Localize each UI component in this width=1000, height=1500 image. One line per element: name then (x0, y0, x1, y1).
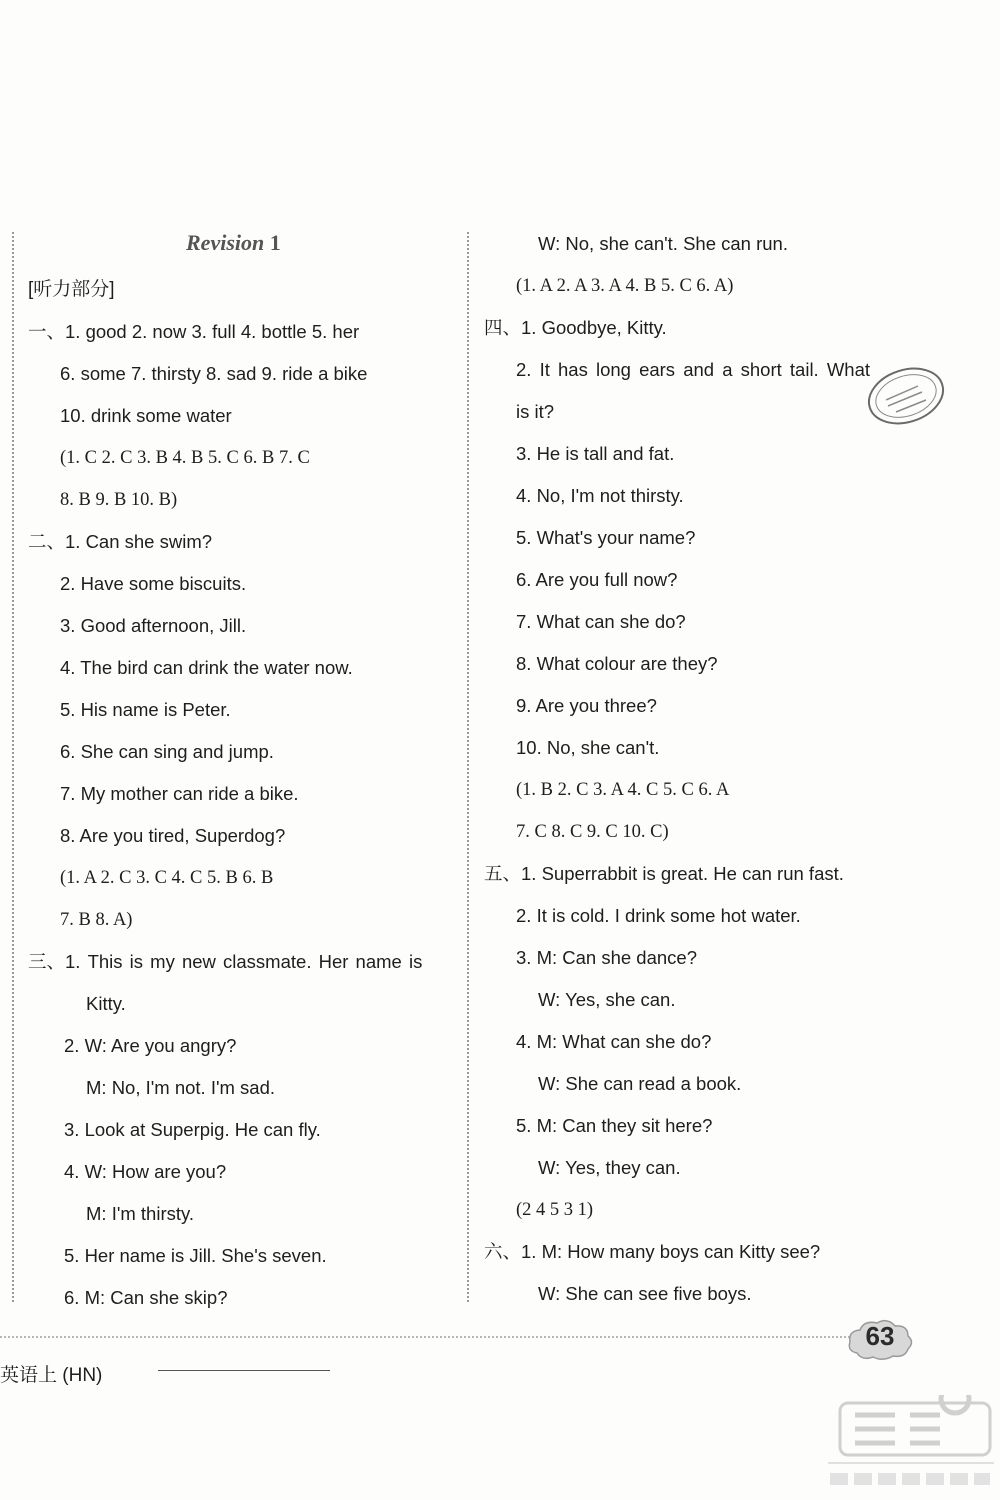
answer-line: W: No, she can't. She can run. (538, 233, 788, 254)
left-margin-dots (12, 232, 14, 1302)
answer-line: 2. It is cold. I drink some hot water. (516, 905, 801, 926)
answer-line: 2. It has long ears and a short tail. What (516, 359, 871, 380)
watermark-logo (800, 1395, 1000, 1495)
answer-line: 四、1. Goodbye, Kitty. (484, 317, 667, 338)
answer-line: 6. Are you full now? (516, 569, 678, 590)
answer-line: 5. What's your name? (516, 527, 696, 548)
section-label: [听力部分] (28, 279, 115, 300)
book-title: 英语上 (HN) (0, 1365, 103, 1386)
answer-line: 三、1. This is my new classmate. Her name is (28, 951, 423, 972)
answer-key: 7. C 8. C 9. C 10. C) (516, 822, 669, 842)
answer-line: W: Yes, she can. (538, 989, 676, 1010)
answer-line: M: No, I'm not. I'm sad. (86, 1077, 276, 1098)
answer-line: 2. Have some biscuits. (60, 573, 247, 594)
answer-line: 3. He is tall and fat. (516, 443, 675, 464)
answer-line: 8. What colour are they? (516, 653, 718, 674)
answer-key: (1. B 2. C 3. A 4. C 5. C 6. A (516, 780, 730, 800)
answer-line: 7. My mother can ride a bike. (60, 783, 299, 804)
answer-line: 9. Are you three? (516, 695, 657, 716)
answer-line: 8. Are you tired, Superdog? (60, 825, 286, 846)
answer-line: 6. M: Can she skip? (64, 1287, 228, 1308)
stamp-icon (856, 360, 952, 430)
answer-line: 五、1. Superrabbit is great. He can run fast. (484, 863, 844, 884)
answer-line: 2. W: Are you angry? (64, 1035, 237, 1056)
answer-key: 7. B 8. A) (60, 910, 133, 930)
answer-line: W: She can see five boys. (538, 1283, 752, 1304)
answer-line: W: Yes, they can. (538, 1157, 681, 1178)
answer-line: 10. No, she can't. (516, 737, 660, 758)
answer-line: 六、1. M: How many boys can Kitty see? (484, 1241, 821, 1262)
answer-line: 4. No, I'm not thirsty. (516, 485, 684, 506)
answer-line: 5. Her name is Jill. She's seven. (64, 1245, 327, 1266)
answer-key: (1. A 2. C 3. C 4. C 5. B 6. B (60, 868, 274, 888)
answer-line: W: She can read a book. (538, 1073, 742, 1094)
answer-line: is it? (516, 401, 555, 422)
answer-line: 3. Good afternoon, Jill. (60, 615, 247, 636)
answer-key: (1. A 2. A 3. A 4. B 5. C 6. A) (516, 276, 734, 296)
answer-line: 3. Look at Superpig. He can fly. (64, 1119, 321, 1140)
footer-underline (158, 1370, 330, 1371)
answer-line: 5. His name is Peter. (60, 699, 231, 720)
answer-line: 7. What can she do? (516, 611, 686, 632)
answer-line: Kitty. (86, 993, 126, 1014)
answer-line: 4. W: How are you? (64, 1161, 227, 1182)
answer-line: 3. M: Can she dance? (516, 947, 697, 968)
answer-key: (1. C 2. C 3. B 4. B 5. C 6. B 7. C (60, 448, 310, 468)
column-divider (467, 232, 469, 1302)
page-title: Revision 1 (186, 230, 281, 255)
answer-key: 8. B 9. B 10. B) (60, 490, 178, 510)
page-number-badge (845, 1315, 915, 1363)
answer-line: 一、1. good 2. now 3. full 4. bottle 5. her (28, 321, 360, 342)
footer-divider (0, 1336, 850, 1338)
answer-line: 二、1. Can she swim? (28, 531, 213, 552)
answer-line: M: I'm thirsty. (86, 1203, 195, 1224)
answer-line: 10. drink some water (60, 405, 232, 426)
page-number: 63 (865, 1321, 895, 1351)
answer-line: 6. She can sing and jump. (60, 741, 274, 762)
answer-line: 4. The bird can drink the water now. (60, 657, 353, 678)
answer-line: 5. M: Can they sit here? (516, 1115, 713, 1136)
answer-line: 4. M: What can she do? (516, 1031, 712, 1052)
answer-key: (2 4 5 3 1) (516, 1200, 594, 1220)
answer-line: 6. some 7. thirsty 8. sad 9. ride a bike (60, 363, 368, 384)
